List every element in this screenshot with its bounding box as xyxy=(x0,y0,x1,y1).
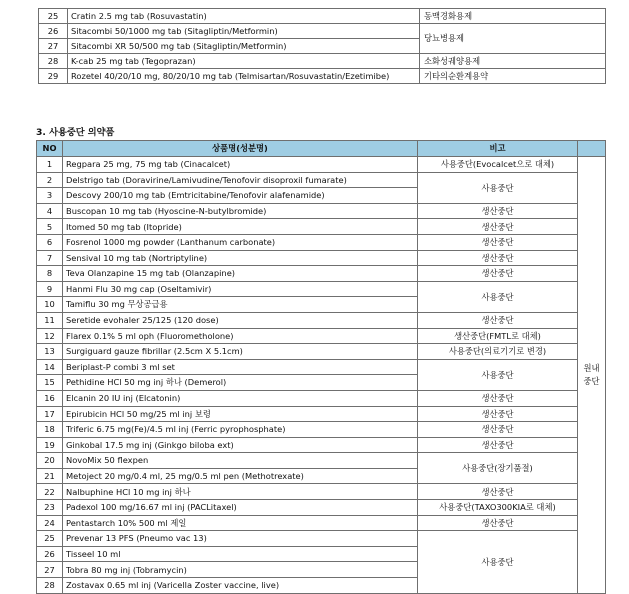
continued-drug-table xyxy=(38,8,606,84)
drug-name: Prevenar 13 PFS (Pneumo vac 13) xyxy=(63,531,418,547)
drug-name: Sensival 10 mg tab (Nortriptyline) xyxy=(63,250,418,266)
drug-name: Pentastarch 10% 500 ml 제일 xyxy=(63,515,418,531)
row-number: 26 xyxy=(39,24,68,39)
table-row xyxy=(37,312,606,328)
status-note: 생산중단 xyxy=(418,515,578,531)
row-number: 18 xyxy=(37,422,63,438)
column-header-no: NO xyxy=(37,141,63,157)
status-note: 사용중단(장기품절) xyxy=(418,453,578,484)
column-header-name: 상품명(성분명) xyxy=(63,141,418,157)
row-number: 6 xyxy=(37,234,63,250)
status-note: 사용중단 xyxy=(418,359,578,390)
table-row xyxy=(39,9,606,24)
drug-name: Elcanin 20 IU inj (Elcatonin) xyxy=(63,390,418,406)
drug-name: Padexol 100 mg/16.67 ml inj (PACLitaxel) xyxy=(63,500,418,516)
drug-name: Nalbuphine HCl 10 mg inj 하나 xyxy=(63,484,418,500)
drug-name: Sitacombi XR 50/500 mg tab (Sitagliptin/Metformin) xyxy=(68,39,420,54)
row-number: 9 xyxy=(37,281,63,297)
status-note: 사용중단 xyxy=(418,281,578,312)
drug-name: Zostavax 0.65 ml inj (Varicella Zoster vaccine, live) xyxy=(63,578,418,594)
drug-name: Hanmi Flu 30 mg cap (Oseltamivir) xyxy=(63,281,418,297)
section-title: 3. 사용중단 의약품 xyxy=(36,127,115,138)
status-note: 생산중단 xyxy=(418,203,578,219)
table-row xyxy=(37,359,606,375)
row-number: 2 xyxy=(37,172,63,188)
drug-name: Itomed 50 mg tab (Itopride) xyxy=(63,219,418,235)
row-number: 20 xyxy=(37,453,63,469)
table-row xyxy=(37,344,606,360)
status-note: 생산중단(FMTL로 대체) xyxy=(418,328,578,344)
status-note: 사용중단 xyxy=(418,531,578,593)
column-header-empty xyxy=(578,141,606,157)
drug-name: Tisseel 10 ml xyxy=(63,546,418,562)
row-number: 1 xyxy=(37,157,63,173)
row-number: 23 xyxy=(37,500,63,516)
status-note: 생산중단 xyxy=(418,422,578,438)
row-number: 26 xyxy=(37,546,63,562)
drug-name: K-cab 25 mg tab (Tegoprazan) xyxy=(68,54,420,69)
drug-name: Seretide evohaler 25/125 (120 dose) xyxy=(63,312,418,328)
table-row xyxy=(37,515,606,531)
table-row xyxy=(37,531,606,547)
drug-name: Delstrigo tab (Doravirine/Lamivudine/Tenofovir disoproxil fumarate) xyxy=(63,172,418,188)
row-number: 7 xyxy=(37,250,63,266)
status-note: 생산중단 xyxy=(418,219,578,235)
drug-name: Tobra 80 mg inj (Tobramycin) xyxy=(63,562,418,578)
table-row xyxy=(37,328,606,344)
row-number: 27 xyxy=(39,39,68,54)
row-number: 24 xyxy=(37,515,63,531)
table-row xyxy=(37,437,606,453)
row-number: 28 xyxy=(37,578,63,594)
status-note: 생산중단 xyxy=(418,437,578,453)
table-row xyxy=(37,250,606,266)
status-note: 생산중단 xyxy=(418,250,578,266)
drug-name: Buscopan 10 mg tab (Hyoscine-N-butylbromide) xyxy=(63,203,418,219)
table-row xyxy=(37,172,606,188)
drug-name: Epirubicin HCl 50 mg/25 ml inj 보령 xyxy=(63,406,418,422)
table-row xyxy=(37,406,606,422)
table-row xyxy=(37,422,606,438)
drug-category: 당뇨병용제 xyxy=(420,24,606,54)
table-row xyxy=(37,390,606,406)
table-row xyxy=(39,24,606,39)
drug-name: Surgiguard gauze fibrillar (2.5cm X 5.1cm) xyxy=(63,344,418,360)
drug-name: Fosrenol 1000 mg powder (Lanthanum carbonate) xyxy=(63,234,418,250)
row-number: 19 xyxy=(37,437,63,453)
table-row xyxy=(37,266,606,282)
row-number: 17 xyxy=(37,406,63,422)
drug-name: Cratin 2.5 mg tab (Rosuvastatin) xyxy=(68,9,420,24)
drug-category: 소화성궤양용제 xyxy=(420,54,606,69)
table-header-row xyxy=(37,141,606,157)
row-number: 21 xyxy=(37,468,63,484)
row-number: 29 xyxy=(39,69,68,84)
row-number: 25 xyxy=(37,531,63,547)
row-number: 10 xyxy=(37,297,63,313)
row-number: 11 xyxy=(37,312,63,328)
row-number: 3 xyxy=(37,188,63,204)
table-row xyxy=(37,453,606,469)
status-note: 생산중단 xyxy=(418,406,578,422)
table-row xyxy=(37,203,606,219)
drug-name: Ginkobal 17.5 mg inj (Ginkgo biloba ext) xyxy=(63,437,418,453)
row-number: 28 xyxy=(39,54,68,69)
drug-name: Rozetel 40/20/10 mg, 80/20/10 mg tab (Telmisartan/Rosuvastatin/Ezetimibe) xyxy=(68,69,420,84)
drug-name: Teva Olanzapine 15 mg tab (Olanzapine) xyxy=(63,266,418,282)
drug-name: Triferic 6.75 mg(Fe)/4.5 ml inj (Ferric pyrophosphate) xyxy=(63,422,418,438)
drug-name: Flarex 0.1% 5 ml oph (Fluorometholone) xyxy=(63,328,418,344)
drug-name: Tamiflu 30 mg 무상공급용 xyxy=(63,297,418,313)
drug-name: Beriplast-P combi 3 ml set xyxy=(63,359,418,375)
table-row xyxy=(39,54,606,69)
drug-name: Pethidine HCl 50 mg inj 하나 (Demerol) xyxy=(63,375,418,391)
discontinued-drug-table xyxy=(36,140,606,594)
table-row xyxy=(37,234,606,250)
drug-name: Sitacombi 50/1000 mg tab (Sitagliptin/Metformin) xyxy=(68,24,420,39)
status-note: 사용중단(Evocalcet으로 대체) xyxy=(418,157,578,173)
status-note: 생산중단 xyxy=(418,484,578,500)
table-row xyxy=(37,219,606,235)
dept-note: 원내 중단 xyxy=(578,157,606,594)
drug-name: NovoMix 50 flexpen xyxy=(63,453,418,469)
status-note: 생산중단 xyxy=(418,390,578,406)
table-row xyxy=(37,500,606,516)
status-note: 사용중단 xyxy=(418,172,578,203)
row-number: 14 xyxy=(37,359,63,375)
row-number: 12 xyxy=(37,328,63,344)
row-number: 4 xyxy=(37,203,63,219)
status-note: 생산중단 xyxy=(418,266,578,282)
row-number: 13 xyxy=(37,344,63,360)
row-number: 27 xyxy=(37,562,63,578)
row-number: 15 xyxy=(37,375,63,391)
status-note: 사용중단(TAXO300KIA로 대체) xyxy=(418,500,578,516)
drug-name: Descovy 200/10 mg tab (Emtricitabine/Tenofovir alafenamide) xyxy=(63,188,418,204)
table-row xyxy=(37,157,606,173)
table-row xyxy=(37,281,606,297)
drug-name: Metoject 20 mg/0.4 ml, 25 mg/0.5 ml pen (Methotrexate) xyxy=(63,468,418,484)
row-number: 22 xyxy=(37,484,63,500)
drug-category: 동맥경화용제 xyxy=(420,9,606,24)
drug-category: 기타의순환계용약 xyxy=(420,69,606,84)
table-row xyxy=(39,69,606,84)
drug-name: Regpara 25 mg, 75 mg tab (Cinacalcet) xyxy=(63,157,418,173)
table-row xyxy=(37,484,606,500)
status-note: 사용중단(의료기기로 변경) xyxy=(418,344,578,360)
row-number: 25 xyxy=(39,9,68,24)
column-header-note: 비고 xyxy=(418,141,578,157)
status-note: 생산중단 xyxy=(418,312,578,328)
row-number: 16 xyxy=(37,390,63,406)
row-number: 8 xyxy=(37,266,63,282)
status-note: 생산중단 xyxy=(418,234,578,250)
row-number: 5 xyxy=(37,219,63,235)
